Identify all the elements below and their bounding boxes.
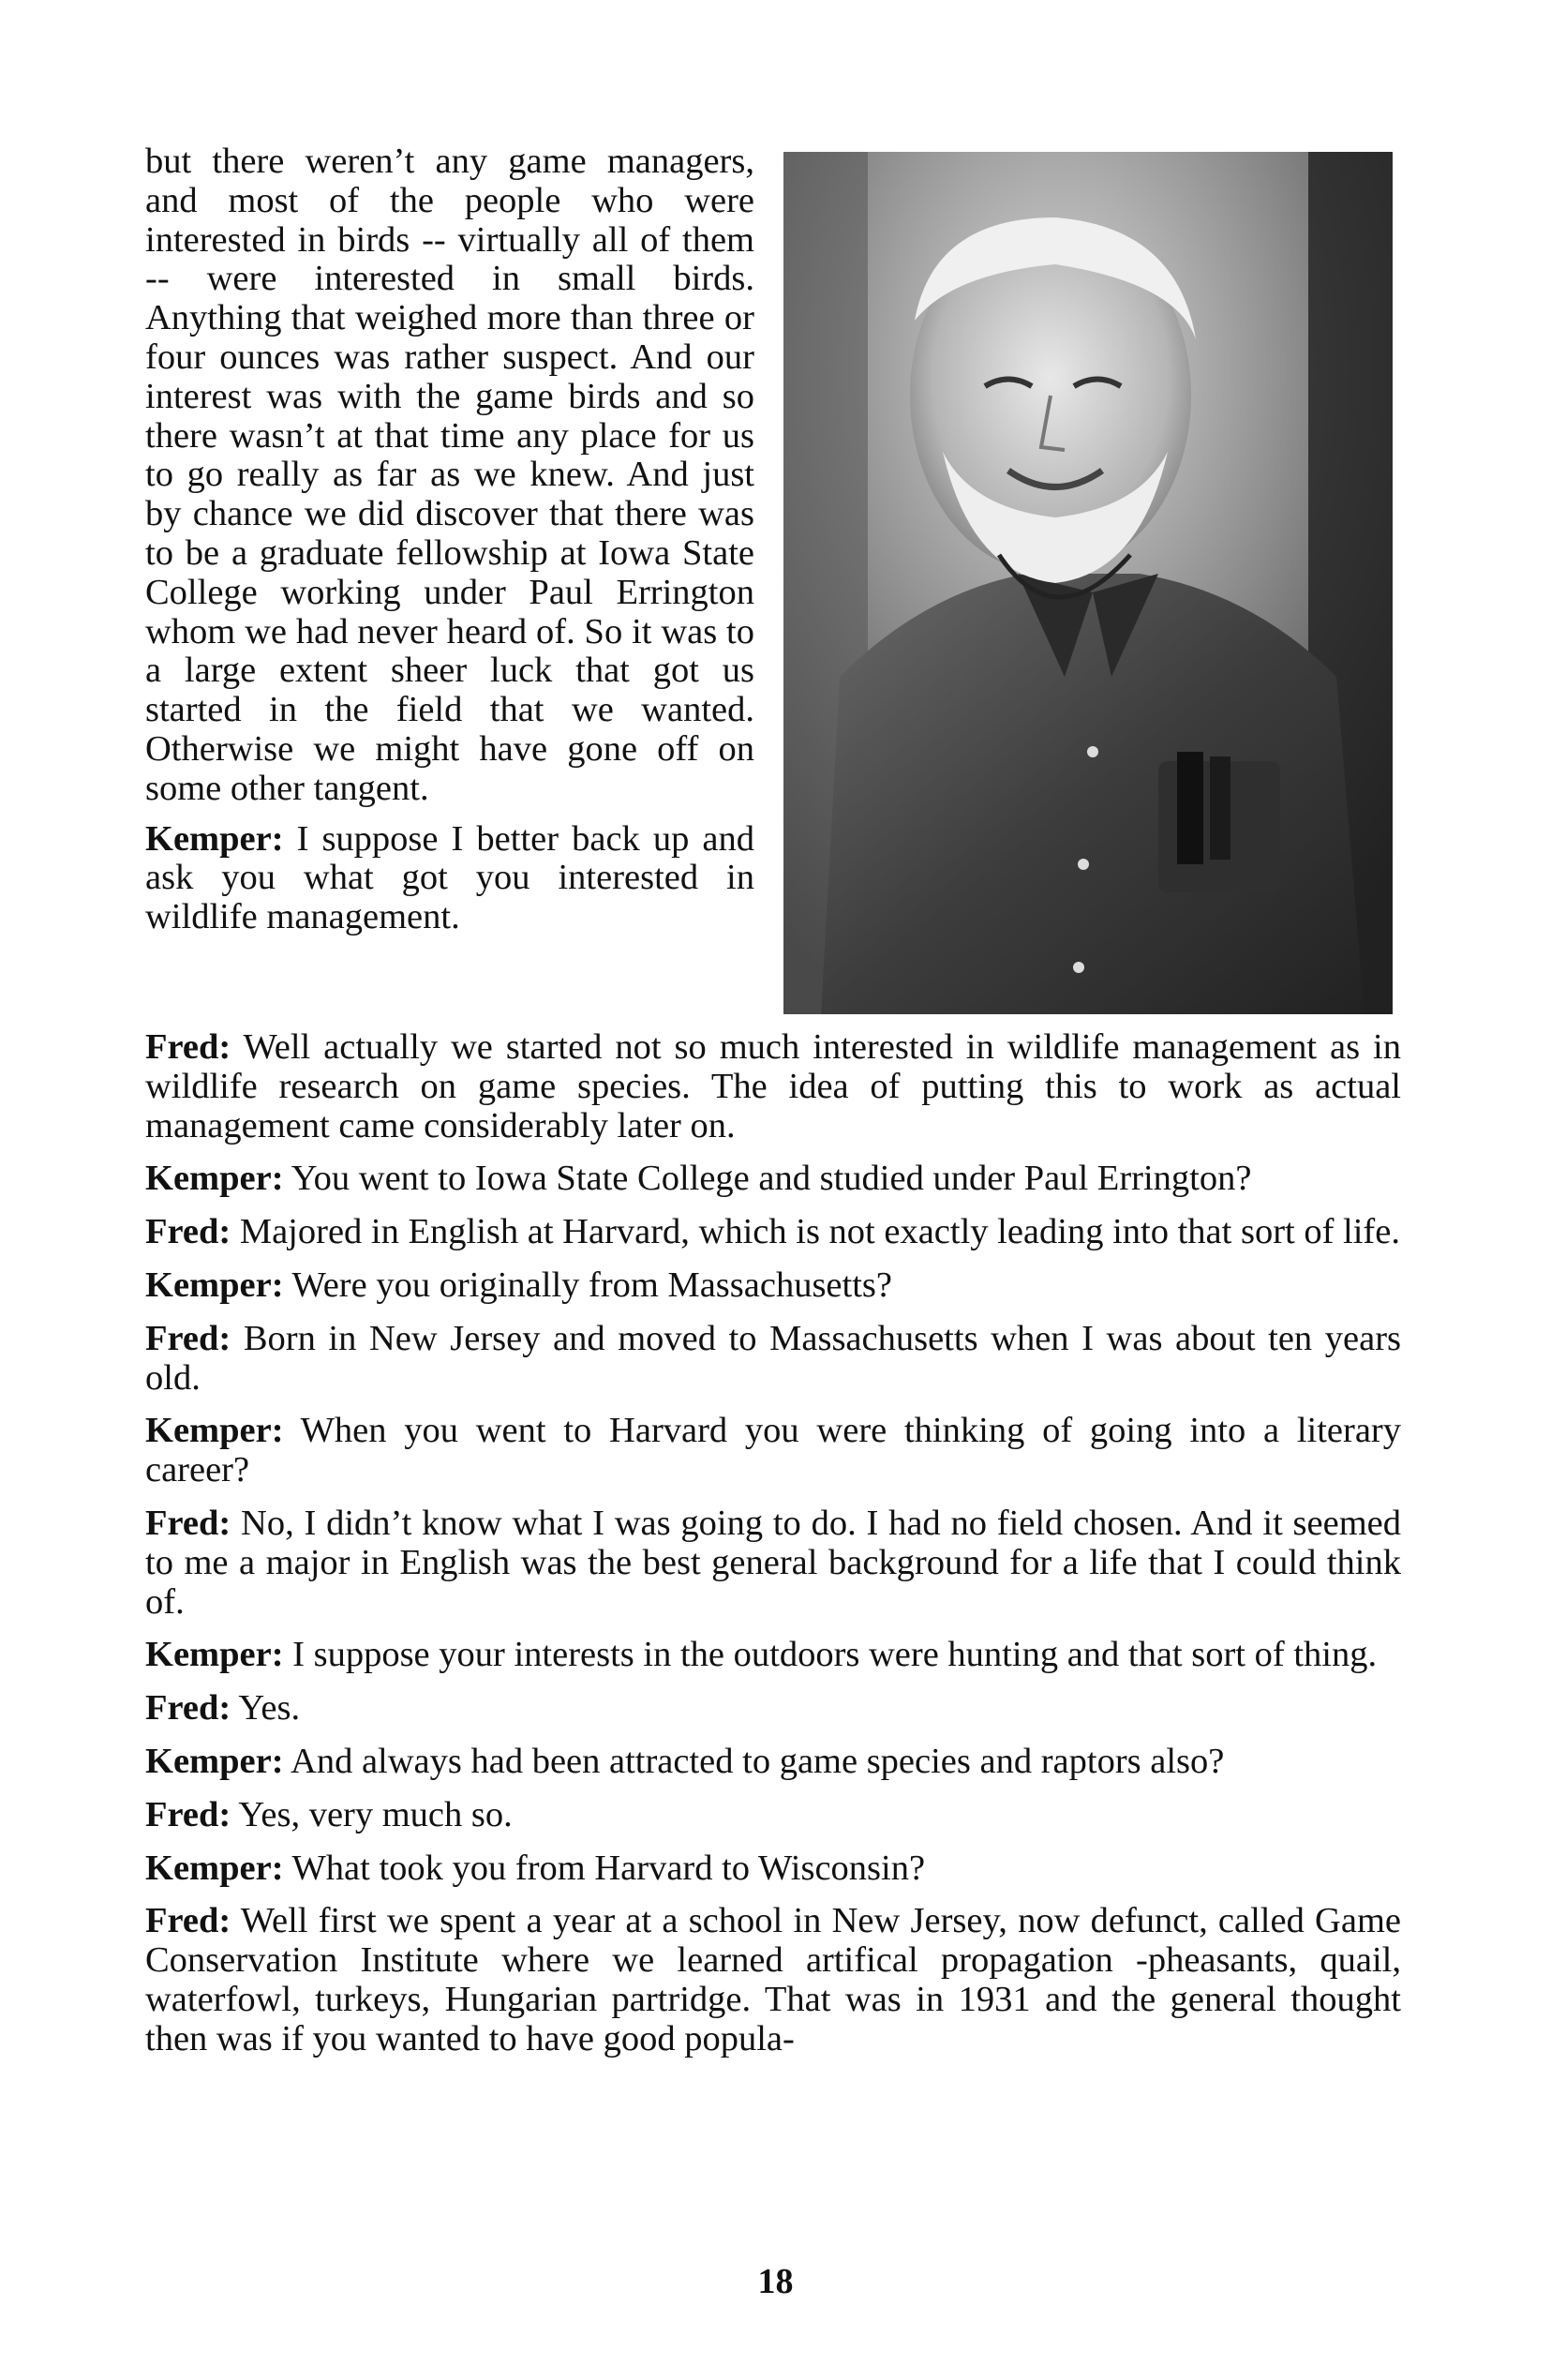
speaker-label: Fred: bbox=[145, 1212, 231, 1252]
speaker-label: Fred: bbox=[145, 1027, 231, 1067]
exchange-paragraph bbox=[145, 1743, 1401, 1782]
exchange-text: You went to Iowa State College and studied under Paul Errington? bbox=[283, 1159, 1252, 1199]
exchange-text: Majored in English at Harvard, which is not exactly leading into that sort of life. bbox=[231, 1212, 1400, 1252]
exchange-paragraph bbox=[145, 1689, 1401, 1729]
speaker-label: Fred: bbox=[145, 1794, 231, 1834]
exchange-paragraph bbox=[145, 1636, 1401, 1675]
page-number: 18 bbox=[757, 2262, 794, 2301]
speaker-label: Kemper: bbox=[145, 1848, 284, 1888]
speaker-label: Kemper: bbox=[145, 818, 284, 859]
exchange-paragraph bbox=[145, 1266, 1401, 1306]
speaker-label: Kemper: bbox=[145, 1159, 284, 1199]
exchange-paragraph bbox=[145, 1320, 1401, 1399]
intro-paragraph: but there weren’t any game managers, and most of the people who were interested in birds -- virtually all of them -- were interested in small birds. Anything that weighed more than three or four ounces was rather suspect. And our interest was with the game birds and so there wasn’t at that time any place for us to go really as far as we knew. And just by chance we did discover that there was to be a graduate fellowship at Iowa State College working under Paul Errington whom we had never heard of. So it was to a large extent sheer luck that got us started in the field that we wanted. Otherwise we might have gone off on some other tangent. bbox=[145, 142, 754, 808]
exchange-text: When you went to Harvard you were thinking of going into a literary career? bbox=[145, 1411, 1401, 1490]
exchange-paragraph bbox=[145, 1213, 1401, 1252]
exchange-text: Born in New Jersey and moved to Massachusetts when I was about ten years old. bbox=[145, 1318, 1401, 1398]
speaker-label: Fred: bbox=[145, 1688, 231, 1729]
exchange-text: Yes. bbox=[231, 1688, 301, 1729]
speaker-label: Fred: bbox=[145, 1503, 231, 1543]
exchange-paragraph bbox=[145, 1902, 1401, 2058]
exchange-text: Well actually we started not so much interested in wildlife management as in wildlife research on game species. The idea of putting this to work as actual management came considerably later on. bbox=[145, 1027, 1401, 1145]
portrait-image bbox=[783, 152, 1393, 1014]
speaker-label: Kemper: bbox=[145, 1265, 284, 1305]
exchange-text: And always had been attracted to game species and raptors also? bbox=[283, 1741, 1225, 1781]
speaker-label: Kemper: bbox=[145, 1741, 284, 1781]
exchange-paragraph bbox=[145, 1160, 1401, 1199]
exchange-text: Well first we spent a year at a school in New Jersey, now defunct, called Game Conservation Institute where we learned artifical propagation -pheasants, quail, waterfowl, turkeys, Hungarian partridge. That was in 1931 and the general thought then was if you wanted to have good popula- bbox=[145, 1901, 1401, 2058]
exchange-text: I suppose your interests in the outdoors were hunting and that sort of thing. bbox=[283, 1635, 1378, 1675]
exchange-text: Yes, very much so. bbox=[231, 1794, 513, 1834]
exchange-text: What took you from Harvard to Wisconsin? bbox=[283, 1848, 926, 1888]
full-width-text bbox=[145, 1028, 1401, 2073]
exchange-paragraph bbox=[145, 1849, 1401, 1889]
speaker-label: Kemper: bbox=[145, 1411, 284, 1451]
exchange-paragraph bbox=[145, 1504, 1401, 1622]
exchange-paragraph bbox=[145, 820, 754, 937]
speaker-label: Fred: bbox=[145, 1901, 231, 1941]
left-column-text bbox=[145, 142, 754, 937]
exchange-paragraph bbox=[145, 1796, 1401, 1835]
exchange-paragraph bbox=[145, 1412, 1401, 1490]
speaker-label: Kemper: bbox=[145, 1635, 284, 1675]
speaker-label: Fred: bbox=[145, 1318, 231, 1358]
exchange-text: Were you originally from Massachusetts? bbox=[283, 1265, 892, 1305]
exchange-paragraph bbox=[145, 1028, 1401, 1145]
exchange-text: No, I didn’t know what I was going to do. I had no field chosen. And it seemed to me a major in English was the best general background for a life that I could think of. bbox=[145, 1503, 1401, 1622]
portrait-photo bbox=[783, 152, 1393, 1014]
exchange-text: I suppose I better back up and ask you what got you interested in wildlife management. bbox=[145, 818, 754, 937]
